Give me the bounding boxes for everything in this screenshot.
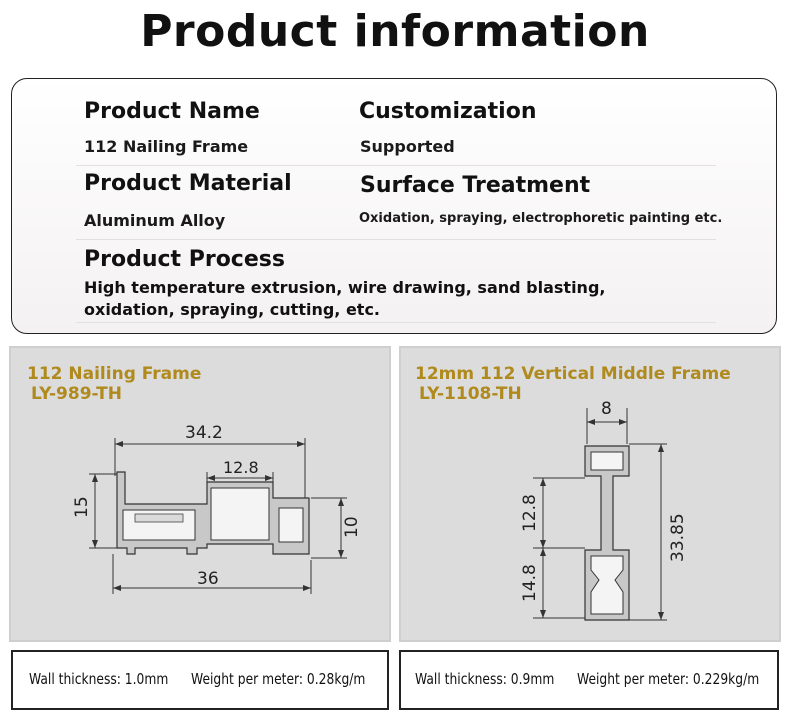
panel-title bbox=[27, 364, 201, 404]
customization-value: Supported bbox=[360, 137, 455, 156]
material-label: Product Material bbox=[84, 171, 292, 196]
product-name-label: Product Name bbox=[84, 99, 260, 124]
panel-title-line: 12mm 112 Vertical Middle Frame bbox=[415, 364, 731, 384]
divider bbox=[76, 165, 716, 166]
material-value: Aluminum Alloy bbox=[84, 211, 226, 230]
panel-model-code: LY-989-TH bbox=[31, 384, 122, 404]
spec-box-nailing-frame bbox=[11, 650, 389, 710]
dim-label-12-8: 12.8 bbox=[520, 494, 540, 532]
spec-box-vertical-middle-frame bbox=[399, 650, 779, 710]
dim-label-12-8: 12.8 bbox=[223, 458, 259, 477]
page-title: Product information bbox=[140, 6, 650, 57]
panel-model-code: LY-1108-TH bbox=[419, 384, 522, 404]
dim-label-15: 15 bbox=[72, 496, 92, 518]
process-line: oxidation, spraying, cutting, etc. bbox=[84, 300, 380, 319]
surface-treatment-label: Surface Treatment bbox=[360, 173, 591, 198]
profile-panel-vertical-middle-frame bbox=[399, 346, 781, 642]
wall-thickness-text: Wall thickness: 1.0mm bbox=[29, 670, 169, 688]
dim-label-14-8: 14.8 bbox=[520, 564, 540, 602]
dim-label-34-2: 34.2 bbox=[185, 423, 223, 443]
dim-label-33-85: 33.85 bbox=[668, 513, 688, 562]
dim-label-36: 36 bbox=[197, 569, 219, 589]
dim-label-8: 8 bbox=[601, 399, 612, 419]
wall-thickness-text: Wall thickness: 0.9mm bbox=[415, 670, 555, 688]
profile-panel-nailing-frame bbox=[9, 346, 391, 642]
customization-label: Customization bbox=[359, 99, 537, 124]
weight-per-meter-text: Weight per meter: 0.28kg/m bbox=[191, 670, 366, 688]
panel-title-line: 112 Nailing Frame bbox=[27, 364, 202, 384]
product-info-card bbox=[11, 78, 777, 334]
panel-title bbox=[415, 364, 731, 404]
process-line: High temperature extrusion, wire drawing, sand blasting, bbox=[84, 278, 606, 297]
dim-label-10: 10 bbox=[342, 516, 362, 538]
weight-per-meter-text: Weight per meter: 0.229kg/m bbox=[577, 670, 760, 688]
divider bbox=[76, 239, 716, 240]
process-label: Product Process bbox=[84, 247, 285, 272]
surface-treatment-value: Oxidation, spraying, electrophoretic painting etc. bbox=[359, 211, 723, 226]
divider bbox=[76, 322, 716, 323]
product-name-value: 112 Nailing Frame bbox=[84, 137, 249, 156]
process-value bbox=[84, 277, 644, 321]
